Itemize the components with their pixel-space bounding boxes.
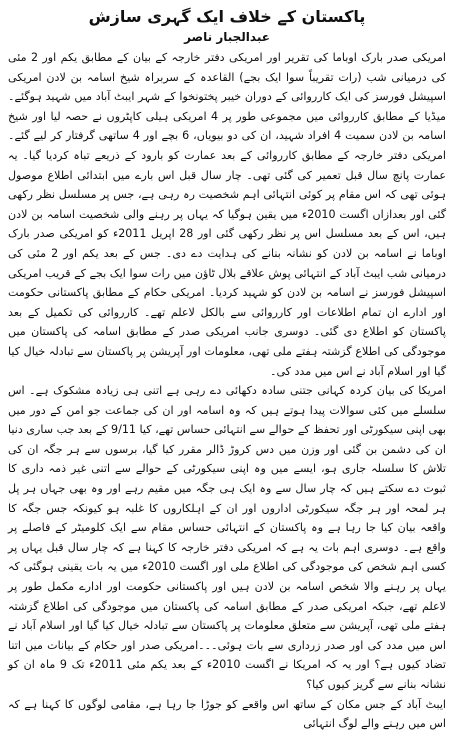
article-paragraph-3: ایبٹ آباد کے جس مکان کے ساتھ اس واقعے کو جوڑا جا رہا ہے، مقامی لوگوں کا کہنا ہے کہ اس میں رہنے والے لوگ انتہائی (8, 697, 446, 731)
article-paragraph-1: امریکی صدر بارک اوباما کی تقریر اور امریکی دفتر خارجہ کے بیان کے مطابق یکم اور 2 مئی کی درمیانی شب (رات تقریباً سوا ایک بجے) القاعدہ کے سربراہ شیخ اسامہ بن لادن امریکی اسپیشل فورسز کی ایک کارروائی کے دوران خیبر پختونخوا کے شہر ایبٹ آباد میں شہید ہوگئے۔ میڈیا کے مطابق کارروائی میں مجموعی طور پر 4 امریکی ہیلی کاپٹروں نے حصہ لیا اور شیخ اسامہ بن لادن سمیت 4 افراد شہید، ان کی دو بیویاں، 6 بچے اور 4 ساتھی گرفتار کر لیے گئے۔ امریکی دفتر خارجہ کے مطابق کارروائی کے بعد عمارت کو بارود کے ذریعے تباہ کردیا گیا۔ یہ عمارت پانچ سال قبل تعمیر کی گئی تھی۔ چار سال قبل اس بارے میں ابتدائی اطلاع موصول ہوئی تھی کہ اس مقام پر کوئی انتہائی اہم شخصیت رہ رہی ہے، جس پر مسلسل نظر رکھی گئی اور بعدازاں اگست 2010ء میں یقین ہوگیا کہ یہاں پر رہنے والی شخصیت اسامہ بن لادن ہیں، اس کے بعد مسلسل اس پر نظر رکھی گئی اور 28 اپریل 2011ء کو امریکی صدر بارک اوباما نے اسامہ بن لادن کو نشانہ بنانے کی ہدایت دے دی۔ جس کے بعد یکم اور 2 مئی کی درمیانی شب ایبٹ آباد کے انتہائی پوش علاقے بلال ٹاؤن میں رات سوا ایک بجے کے قریب امریکی اسپیشل فورسز نے اسامہ بن لادن کو شہید کردیا۔ امریکی حکام کے مطابق پاکستانی حکومت اور ادارے ان تمام اطلاعات اور کارروائی سے بالکل لاعلم تھے۔ کارروائی کی تکمیل کے بعد پاکستان کو اطلاع دی گئی۔ دوسری جانب امریکی صدر کے مطابق اسامہ کی پاکستان میں موجودگی کی اطلاع گزشتہ ہفتے ملی تھی، معلومات اور آپریشن پر پاکستان سے تبادلہ خیال کیا گیا اور اسلام آباد نے اس میں مدد کی۔ (8, 51, 446, 378)
article-paragraph-2: امریکا کی بیان کردہ کہانی جتنی سادہ دکھائی دے رہی ہے اتنی ہی زیادہ مشکوک ہے۔ اس سلسلے میں کئی سوالات پیدا ہوتے ہیں کہ وہ اسامہ اور ان کی جماعت جو امن کے دور میں بھی اپنی سیکورٹی اور تحفظ کے حوالے سے انتہائی حساس تھے، کیا 9/11 کے بعد جب ساری دنیا ان کی دشمن بن گئی اور وزن میں دس کروڑ ڈالر مقرر کیا گیا، برسوں سے ہر جگہ ان کی تلاش کا سلسلہ جاری ہو، ایسے میں وہ اپنی سیکورٹی کے حوالے سے اتنی غیر ذمہ داری کا ثبوت دے سکتے ہیں کہ چار سال سے وہ ایک ہی جگہ میں مقیم رہے اور وہ بھی جہاں ہر پل ہر لمحہ اور ہر جگہ سیکورٹی اداروں اور ان کے اہلکاروں کا غلبہ ہو کیونکہ جس جگہ کا واقعہ بیان کیا جا رہا ہے وہ پاکستان کے انتہائی حساس مقام سے ایک کلومیٹر کے فاصلے پر واقع ہے۔ دوسری اہم بات یہ ہے کہ امریکی دفتر خارجہ کا کہنا ہے کہ چار سال قبل یہاں پر کسی اہم شخص کی موجودگی کی اطلاع ملی اور اگست 2010ء میں یہ بات یقینی ہوگئی کہ یہاں پر رہنے والا شخص اسامہ بن لادن ہیں اور پاکستانی حکومت اور ادارے مکمل طور پر لاعلم تھے، جبکہ امریکی صدر کے مطابق اسامہ کی پاکستان میں موجودگی کی اطلاع گزشتہ ہفتے ملی تھی، آپریشن سے متعلق معلومات پر پاکستان سے تبادلہ خیال کیا گیا اور اسلام آباد نے اس میں مدد کی اور صدر زرداری سے بات ہوئی۔۔۔امریکی صدر اور حکام کے بیانات میں اتنا تضاد کیوں ہے؟ اور یہ کہ امریکا نے اگست 2010ء کے بعد یکم مئی 2011ء تک 9 ماہ ان کو نشانہ بنانے سے گریز کیوں کیا؟ (8, 384, 447, 691)
article-title: پاکستان کے خلاف ایک گہری سازش (88, 7, 366, 26)
article-body (8, 48, 446, 734)
article-author: عبدالجبار ناصر (184, 30, 270, 44)
